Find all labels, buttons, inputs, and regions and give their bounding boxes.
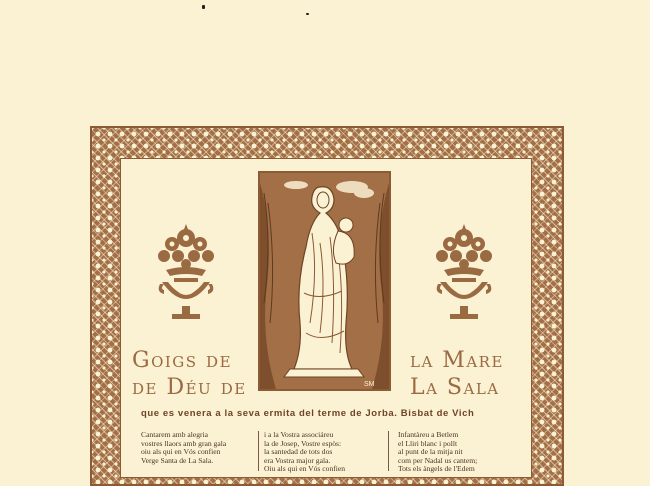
verse-line: al punt de la mitja nit [398,447,463,457]
column-divider [388,431,389,471]
ink-speck [202,5,205,9]
title-right-line-1: la Mare [410,348,504,373]
verse-line: oiu als qui en Vós confien [141,447,221,457]
verse-line: i a la Vostra associáreu [264,430,334,439]
verse-line: Cantarem amb alegria [141,430,209,439]
verse-line: Oiu als qui en Vós confien [264,464,346,474]
verse-line: la santedad de tots dos [264,447,333,457]
woodcut-monogram: SM [364,381,375,388]
ink-speck [306,13,309,15]
verse-columns [136,430,536,474]
verse-line: era Vostra major gala. [264,455,331,465]
flower-vase-right-icon [430,220,498,326]
title-right [410,347,504,401]
title-right-line-2: La Sala [410,375,500,400]
subtitle: que es venera a la seva ermita del terme de Jorba. Bisbat de Vich [141,408,475,419]
title-left-line-2: de Déu de [132,375,247,400]
verse-line: el Lliri blanc i pollt [398,438,458,448]
verse-line: la de Josep, Vostre espòs: [264,438,342,448]
verse-column-2 [264,431,345,474]
verse-column-3 [398,431,477,474]
verse-line: Verge Santa de La Sala. [141,455,214,465]
title-left [132,347,247,401]
flower-vase-left-icon [152,220,220,326]
verse-line: com per Nadal us cantem; [398,455,478,465]
verse-line: Infantàreu a Betlem [398,430,459,439]
verse-line: Tots els àngels de l'Edem [398,464,475,474]
verse-line: vostres llaors amb gran gala [141,438,227,448]
verse-column-1 [141,431,226,465]
madonna-woodcut [258,171,391,391]
column-divider [258,431,259,471]
title-left-line-1: Goigs de [132,348,233,373]
